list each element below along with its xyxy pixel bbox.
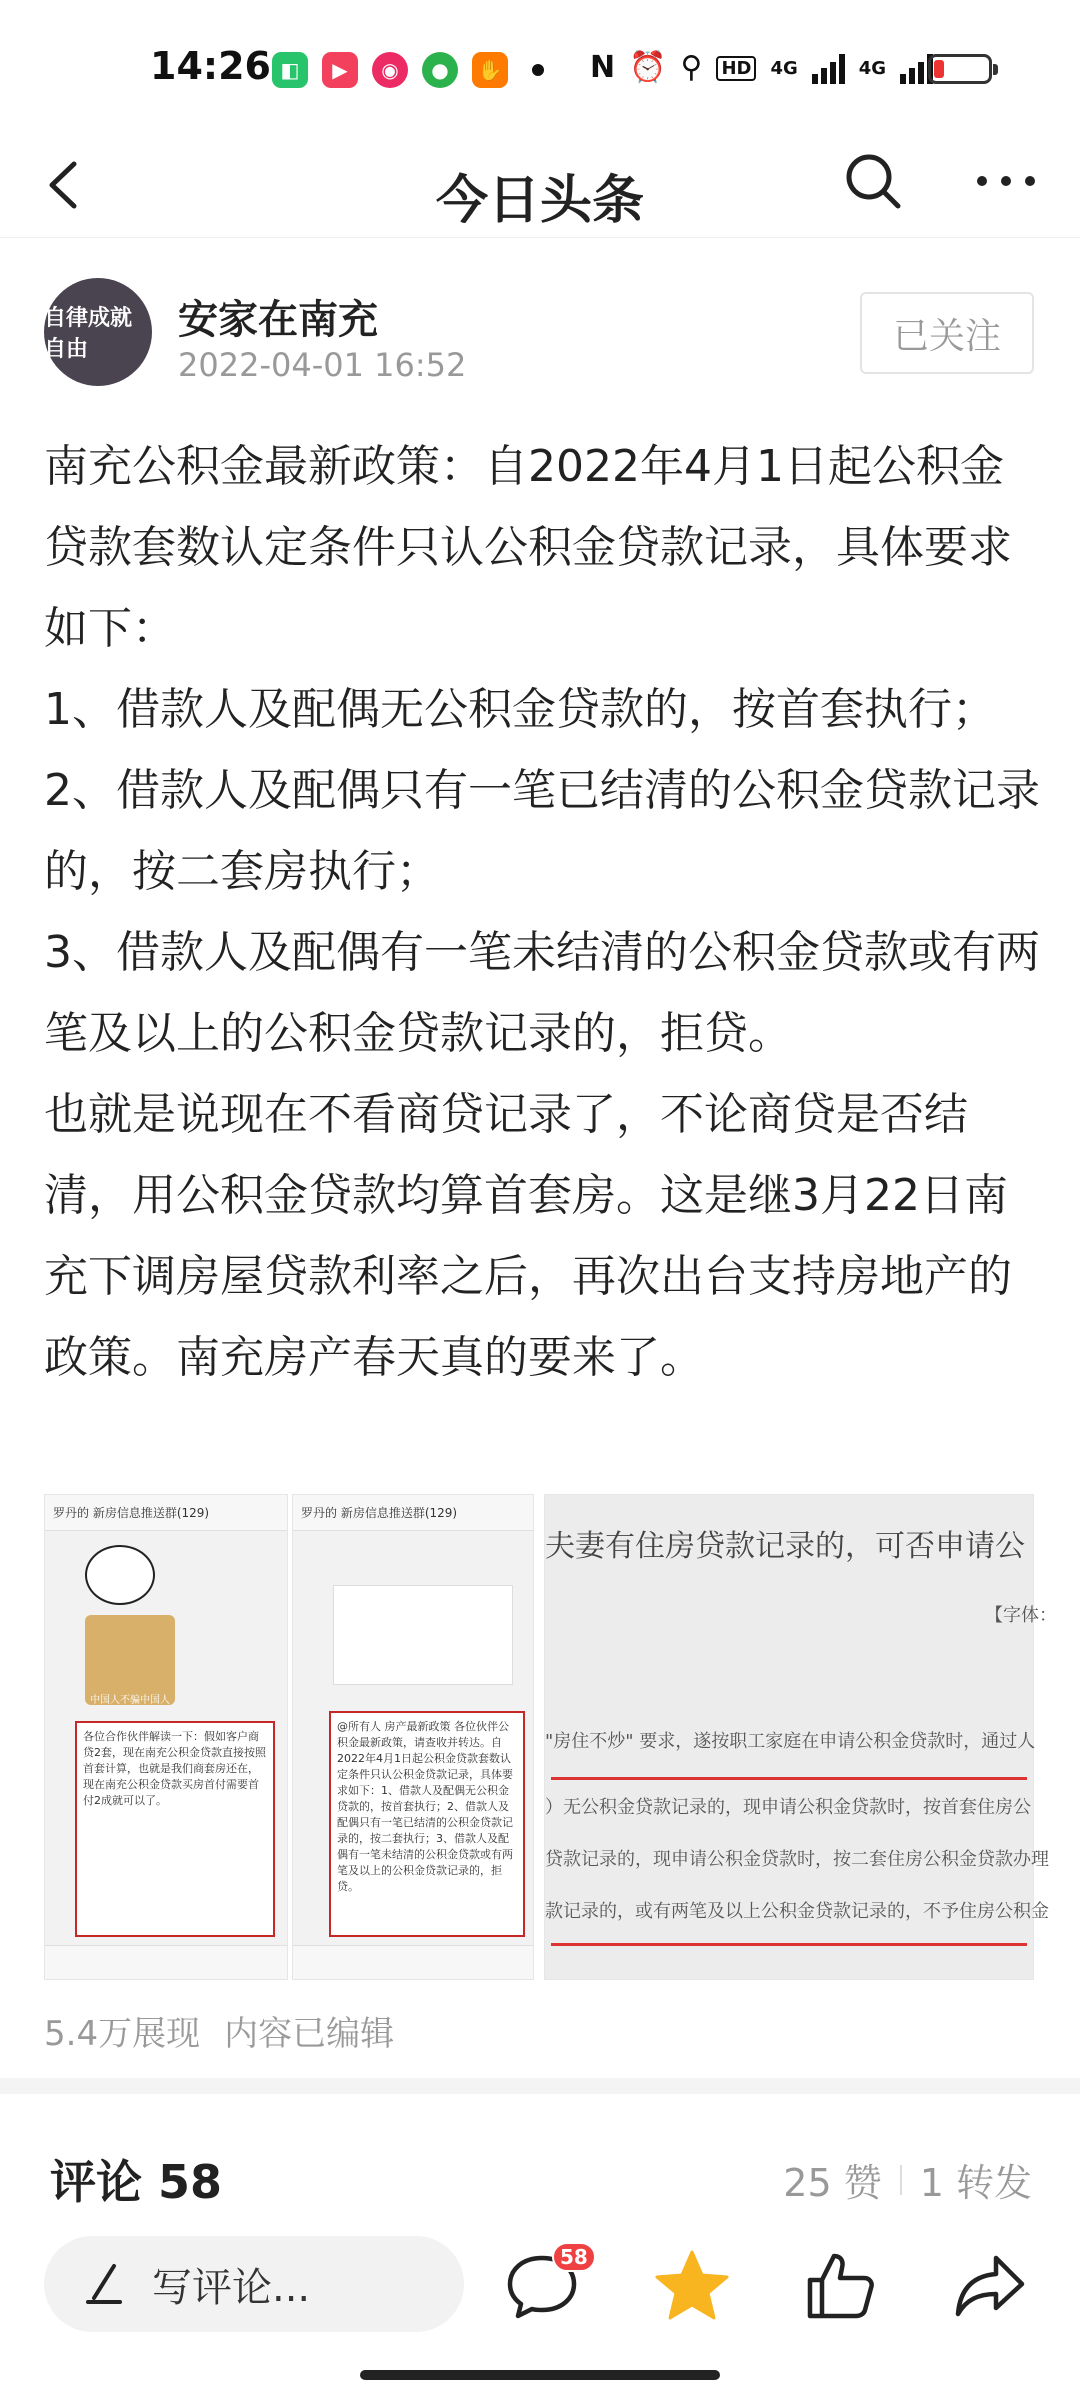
article-paragraph: 南充公积金最新政策：自2022年4月1日起公积金贷款套数认定条件只认公积金贷款记录，具体要求如下： [44, 441, 1012, 654]
thumb-up-icon[interactable] [800, 2246, 880, 2326]
avatar-text: 自律成就自由 [44, 306, 133, 362]
view-count: 5.4万展现 [44, 2014, 201, 2054]
doc-line: ）无公积金贷款记录的，现申请公积金贷款时，按首套住房公 [545, 1797, 1031, 1818]
article-paragraph: 2、借款人及配偶只有一笔已结清的公积金贷款记录的，按二套房执行； [44, 765, 1040, 897]
comment-count-badge: 58 [552, 2242, 596, 2272]
link-card [333, 1585, 513, 1685]
author-name[interactable]: 安家在南充 [178, 297, 378, 343]
network-label-1: 4G [770, 57, 798, 79]
article-image-1[interactable] [44, 1494, 288, 1980]
doc-highlight [551, 1943, 1027, 1946]
more-notifications-icon [532, 64, 544, 76]
comment-placeholder: 写评论... [152, 2264, 311, 2311]
home-indicator[interactable] [360, 2370, 720, 2380]
hd-icon: HD [716, 56, 756, 81]
battery-icon [928, 54, 992, 84]
stats-divider [900, 2165, 902, 2195]
article-paragraph: 也就是说现在不看商贷记录了，不论商贷是否结清，用公积金贷款均算首套房。这是继3月22日南充下调房屋贷款利率之后，再次出台支持房地产的政策。南充房产春天真的要来了。 [44, 1089, 1012, 1383]
share-count[interactable]: 1 转发 [919, 2161, 1032, 2205]
chat-input-bar [293, 1945, 533, 1979]
comment-input[interactable] [44, 2236, 464, 2332]
nfc-icon: N [590, 50, 616, 85]
music-app-icon: ◉ [372, 52, 408, 88]
phone-manager-icon: ◧ [272, 52, 308, 88]
article-image-3[interactable] [544, 1494, 1057, 1980]
status-time: 14:26 [150, 44, 271, 88]
location-icon: ⚲ [680, 50, 703, 85]
video-app-icon: ▶ [322, 52, 358, 88]
battery-level [934, 60, 944, 78]
wechat-icon: ● [422, 52, 458, 88]
doc-line: 款记录的，或有两笔及以上公积金贷款记录的，不予住房公积金 [545, 1901, 1049, 1922]
avatar[interactable] [44, 278, 152, 386]
chat-header: 罗丹的 新房信息推送群(129) [293, 1495, 533, 1531]
notification-icons [272, 52, 544, 88]
page-title: 今日头条 [435, 171, 644, 231]
more-icon[interactable] [966, 146, 1046, 216]
article-body [44, 426, 1044, 1398]
share-icon[interactable] [950, 2246, 1030, 2326]
article-paragraph: 3、借款人及配偶有一笔未结清的公积金贷款或有两笔及以上的公积金贷款记录的，拒贷。 [44, 927, 1040, 1059]
status-bar [0, 0, 1080, 130]
hand-app-icon: ✋ [472, 52, 508, 88]
doc-title: 夫妻有住房贷款记录的，可否申请公 [545, 1529, 1025, 1564]
doc-line: "房住不炒" 要求，遂按职工家庭在申请公积金贷款时，通过人 [545, 1731, 1036, 1752]
article-stats [783, 2152, 1032, 2207]
network-label-2: 4G [858, 57, 887, 79]
article-paragraph: 1、借款人及配偶无公积金贷款的，按首套执行； [44, 684, 996, 735]
doc-line: 贷款记录的，现申请公积金贷款时，按二套住房公积金贷款办理 [545, 1849, 1049, 1870]
chat-input-bar [45, 1945, 287, 1979]
bottom-action-bar [0, 2216, 1080, 2346]
article-image-2[interactable] [292, 1494, 534, 1980]
doc-font-label: 【字体： [985, 1605, 1057, 1626]
section-divider [0, 2078, 1080, 2094]
pen-icon [84, 2262, 124, 2306]
signal-icon [812, 52, 845, 84]
follow-button[interactable]: 已关注 [860, 292, 1034, 374]
like-count[interactable]: 25 赞 [783, 2161, 882, 2205]
publish-time: 2022-04-01 16:52 [178, 346, 467, 384]
chat-header: 罗丹的 新房信息推送群(129) [45, 1495, 287, 1531]
chat-message: @所有人 房产最新政策 各位伙伴公积金最新政策，请查收并转达。自2022年4月1日起公积金贷款套数认定条件只认公积金贷款记录，具体要求如下：1、借款人及配偶无公积金贷款的，按首套执行；2、借款人及配偶只有一笔已结清的公积金贷款记录的，按二套执行；3、借款人及配偶有一笔未结清的公积金贷款或有两笔及以上的公积金贷款记录的，拒贷。 [329, 1711, 525, 1937]
app-header [0, 130, 1080, 238]
edited-label: 内容已编辑 [224, 2014, 395, 2054]
search-icon[interactable] [838, 146, 908, 216]
comments-title: 评论 58 [50, 2155, 223, 2209]
article-meta [44, 2006, 394, 2055]
alarm-icon: ⏰ [629, 50, 667, 85]
chat-message: 各位合作伙伴解读一下：假如客户商贷2套，现在南充公积金贷款直接按照首套计算，也就是我们商套房还在，现在南充公积金贷款买房首付需要首付2成就可以了。 [75, 1721, 275, 1937]
doc-highlight [551, 1777, 1027, 1780]
system-icons [590, 48, 933, 88]
sticker-caption: 中国人不骗中国人 [90, 1695, 170, 1706]
panda-sticker [85, 1545, 155, 1605]
star-icon[interactable] [652, 2246, 732, 2326]
